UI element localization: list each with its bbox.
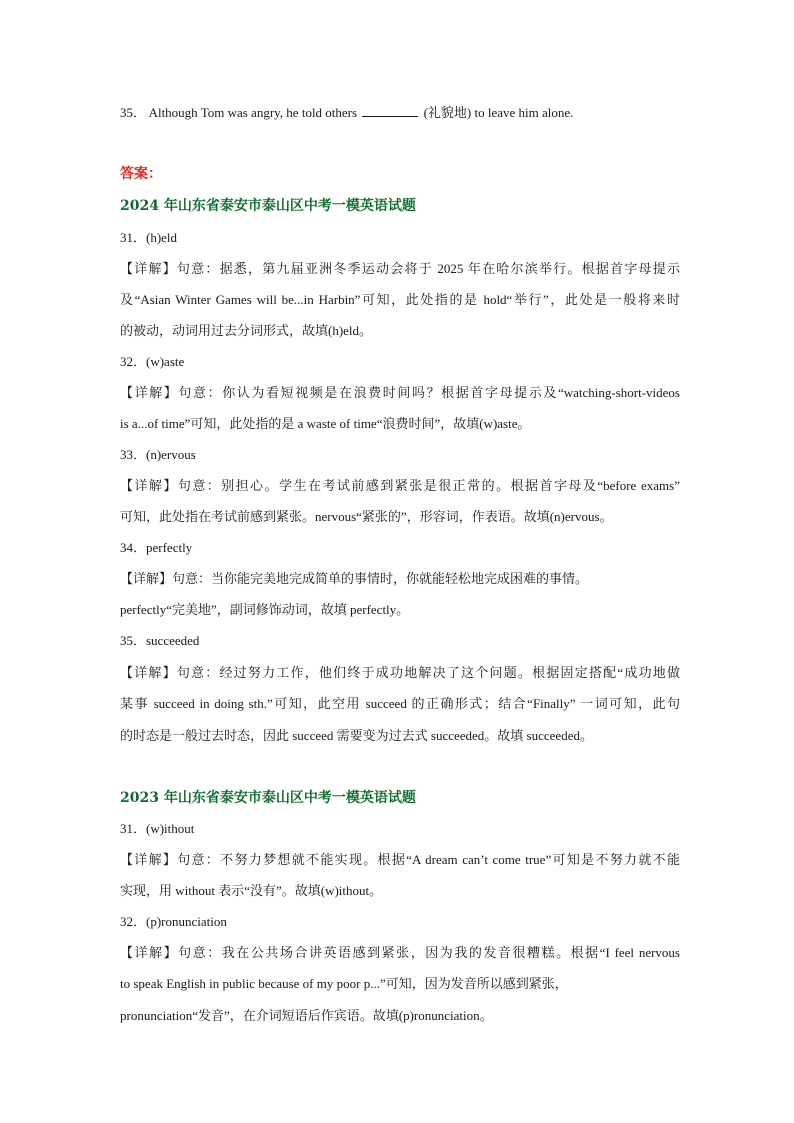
explanation-line: 【详解】句意：我在公共场合讲英语感到紧张，因为我的发音很糟糕。根据“I feel nervous xyxy=(120,945,680,960)
explanation-line: 及“Asian Winter Games will be...in Harbin”可知，此处指的是 hold“举行”，此处是一般将来时 xyxy=(120,292,680,307)
answer-item: 32．(p)ronunciation xyxy=(120,914,227,929)
question-35 xyxy=(120,104,680,122)
explanation-line: 【详解】句意：别担心。学生在考试前感到紧张是很正常的。根据首字母及“before exams” xyxy=(120,478,680,493)
answer-heading: 答案： xyxy=(120,166,162,182)
explanation-line: 【详解】句意：当你能完美地完成简单的事情时，你就能轻松地完成困难的事情。 xyxy=(120,571,589,586)
explanation-line: 某事 succeed in doing sth.”可知，此空用 succeed 的正确形式；结合“Finally” 一词可知，此句 xyxy=(120,696,680,711)
explanation-line: 可知，此处指在考试前感到紧张。nervous“紧张的”，形容词，作表语。故填(n)ervous。 xyxy=(120,509,613,524)
answer-item: 32．(w)aste xyxy=(120,354,185,369)
explanation-line: 实现，用 without 表示“没有”。故填(w)ithout。 xyxy=(120,883,383,898)
explanation-line: pronunciation“发音”，在介词短语后作宾语。故填(p)ronunciation。 xyxy=(120,1008,493,1023)
question-text-after: (礼貌地) to leave him alone. xyxy=(423,105,574,120)
answer-item: 31．(w)ithout xyxy=(120,821,195,836)
explanation-line: 【详解】句意：不努力梦想就不能实现。根据“A dream can’t come true”可知是不努力就不能 xyxy=(120,852,680,867)
answer-item: 33．(n)ervous xyxy=(120,447,196,462)
explanation-line: 【详解】句意：据悉，第九届亚洲冬季运动会将于 2025 年在哈尔滨举行。根据首字母提示 xyxy=(120,261,680,276)
answer-item: 35．succeeded xyxy=(120,633,200,648)
answer-item: 34．perfectly xyxy=(120,540,193,555)
explanation-line: to speak English in public because of my poor p...”可知，因为发音所以感到紧张， xyxy=(120,976,568,991)
explanation-line: 的被动，动词用过去分词形式，故填(h)eld。 xyxy=(120,323,373,338)
explanation-line: 【详解】句意：你认为看短视频是在浪费时间吗？根据首字母提示及“watching-short-videos xyxy=(120,385,680,400)
question-number: 35． xyxy=(120,105,147,120)
section-title: 2023 年山东省泰安市泰山区中考一模英语试题 xyxy=(120,790,416,806)
explanation-line: is a...of time”可知，此处指的是 a waste of time“浪费时间”，故填(w)aste。 xyxy=(120,416,531,431)
explanation-line: perfectly“完美地”，副词修饰动词，故填 perfectly。 xyxy=(120,602,410,617)
question-text-before: Although Tom was angry, he told others xyxy=(148,105,358,120)
answer-blank xyxy=(362,104,418,117)
explanation-line: 的时态是一般过去时态，因此 succeed 需要变为过去式 succeeded。故填 succeeded。 xyxy=(120,728,593,743)
answer-item: 31．(h)eld xyxy=(120,230,178,245)
explanation-line: 【详解】句意：经过努力工作，他们终于成功地解决了这个问题。根据固定搭配“成功地做 xyxy=(120,665,680,680)
section-title: 2024 年山东省泰安市泰山区中考一模英语试题 xyxy=(120,198,416,214)
